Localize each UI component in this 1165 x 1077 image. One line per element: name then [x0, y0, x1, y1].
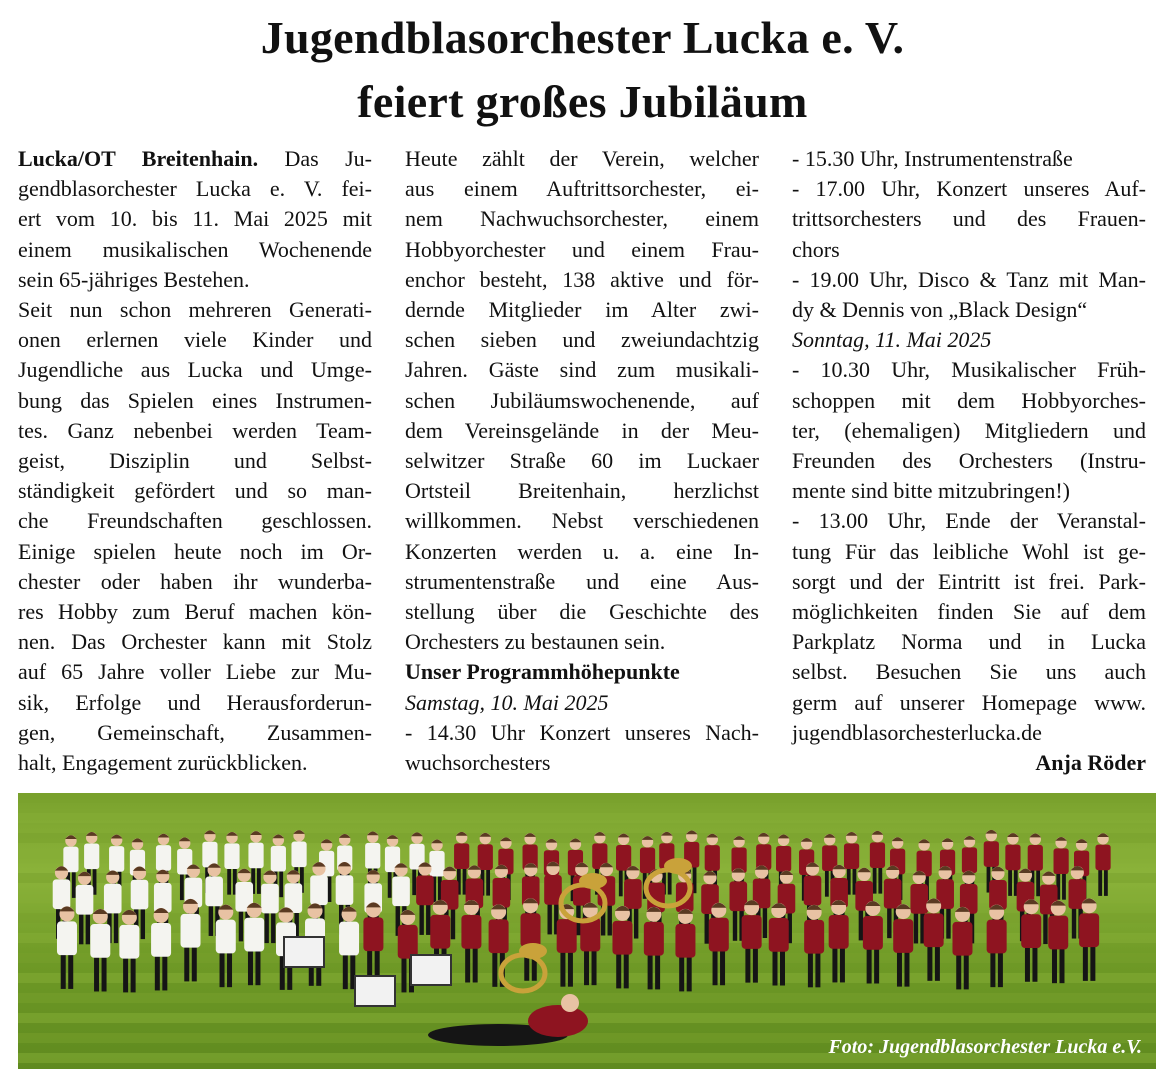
orchestra-group-illustration [18, 793, 1156, 1069]
person-hair [456, 832, 467, 836]
person-leg [859, 907, 863, 940]
person-leg [102, 954, 107, 992]
person-body [216, 920, 236, 954]
person-body [291, 842, 306, 868]
person-leg [227, 866, 231, 895]
person-leg [114, 910, 118, 943]
program-item: - 17.00 Uhr, Konzert unseres Auf- [792, 176, 1146, 202]
person-leg [825, 868, 829, 897]
text-line: strumentenstraße und eine Aus- [405, 568, 759, 594]
person-leg [634, 906, 638, 939]
text-line: onen erlernen viele Kinder und [18, 327, 372, 353]
text-line: res Hobby zum Beruf machen kön- [18, 599, 372, 625]
person-body [557, 919, 577, 953]
person-leg [451, 906, 455, 939]
article-column-1 [18, 144, 372, 778]
text-line: selwitzer Straße 60 im Luckaer [405, 448, 759, 474]
grass-stripe [18, 793, 1156, 803]
text-line: schen sieben und zweiundachtzig [405, 327, 759, 353]
person-body [156, 845, 171, 871]
person-body [984, 841, 999, 867]
text-line: nen. Das Orchester kann mit Stolz [18, 629, 372, 655]
article-column-3 [792, 144, 1146, 778]
person-leg [388, 869, 392, 898]
text-line: sein 65-jähriges Bestehen. [18, 266, 250, 292]
text-line: dem Vereinsgelände in der Meu- [405, 417, 759, 443]
person-leg [486, 867, 490, 896]
program-item: - 15.30 Uhr, Instrumentenstraße [792, 146, 1073, 171]
person-hair [846, 832, 857, 836]
person-leg [155, 953, 160, 991]
person-body [392, 876, 410, 906]
person-leg [873, 865, 877, 894]
person-leg [1098, 867, 1102, 896]
person-body [151, 923, 171, 957]
person-leg [412, 867, 416, 896]
person-hair [686, 831, 697, 835]
person-leg [271, 910, 275, 943]
drum [284, 937, 324, 967]
person-body [244, 918, 264, 952]
person-leg [745, 945, 750, 983]
person-body [84, 843, 99, 869]
text-line: tes. Ganz nebenbei werden Team- [18, 417, 372, 443]
person-leg [264, 910, 268, 943]
program-item: mente sind bitte mitzubringen!) [792, 478, 1070, 504]
person-leg [426, 902, 430, 935]
person-body [742, 915, 762, 949]
person-body [310, 875, 328, 905]
person-leg [1032, 944, 1037, 982]
program-item: - 19.00 Uhr, Disco & Tanz mit Man- [792, 266, 1146, 292]
text-line: sik, Erfolge und Herausforderun- [18, 689, 372, 715]
program-item: - 10.30 Uhr, Musikalischer Früh- [792, 357, 1146, 383]
program-item: trittsorchesters und des Frauen- [792, 206, 1146, 232]
person-body [870, 842, 885, 868]
person-leg [1104, 867, 1108, 896]
person-hair [1042, 871, 1055, 875]
program-item: Freunden des Orchesters (Instru- [792, 448, 1146, 474]
text-line: Konzerten werden u. a. eine In- [405, 538, 759, 564]
headline [0, 6, 1165, 134]
person-body [363, 917, 383, 951]
person-hair [594, 832, 605, 836]
tuba-bell [579, 873, 607, 889]
person-leg [68, 951, 73, 989]
person-leg [584, 948, 589, 986]
person-body [893, 919, 913, 953]
text-line: Heute zählt der Verein, welcher [405, 146, 759, 171]
lying-person-head [561, 994, 579, 1012]
text-line: willkommen. Nebst verschiedenen [405, 508, 759, 534]
person-leg [257, 865, 261, 894]
person-hair [226, 832, 237, 836]
person-body [769, 918, 789, 952]
person-body [429, 851, 444, 877]
person-leg [763, 905, 767, 938]
text-line: bung das Spielen eines Instrumen- [18, 387, 372, 413]
program-item: tung Für das leibliche Wohl ist ge- [792, 538, 1146, 564]
person-leg [1036, 868, 1040, 897]
person-body [53, 879, 71, 909]
person-body [863, 916, 883, 950]
drum [411, 955, 451, 985]
person-leg [162, 953, 167, 991]
person-leg [1025, 944, 1030, 982]
person-leg [473, 945, 478, 983]
person-body [109, 846, 124, 872]
text-line: einem musikalischen Wochenende [18, 236, 372, 262]
person-leg [878, 865, 882, 894]
person-leg [990, 950, 995, 988]
person-leg [1059, 946, 1064, 984]
text-line: nem Nachwuchsorchester, einem [405, 206, 759, 232]
person-body [271, 846, 286, 872]
person-body [884, 879, 902, 909]
headline-line-2: feiert großes Jubiläum [357, 76, 808, 127]
person-leg [568, 949, 573, 987]
person-body [57, 921, 77, 955]
person-leg [227, 950, 232, 988]
text-line: geist, Disziplin und Selbst- [18, 448, 372, 474]
person-leg [1008, 867, 1012, 896]
person-leg [832, 945, 837, 983]
person-leg [465, 945, 470, 983]
person-body [1028, 845, 1043, 871]
person-leg [935, 943, 940, 981]
person-leg [492, 949, 497, 987]
person-body [430, 915, 450, 949]
program-item: jugendblasorchesterlucka.de [792, 719, 1042, 745]
saturday-date: Samstag, 10. Mai 2025 [405, 689, 609, 715]
grass-stripe [18, 993, 1156, 1003]
person-body [1054, 848, 1069, 874]
text-line: schen Jubiläumswochenende, auf [405, 387, 759, 413]
person-hair [872, 831, 883, 835]
person-body [493, 878, 511, 908]
dateline: Lucka/OT Breitenhain. [18, 146, 259, 171]
person-leg [897, 949, 902, 987]
person-hair [986, 830, 997, 834]
photo-credit: Foto: Jugendblasorchester Lucka e.V. [828, 1036, 1142, 1058]
program-item: Parkplatz Norma und in Lucka [792, 629, 1146, 655]
person-hair [293, 830, 304, 834]
person-body [416, 876, 434, 906]
person-leg [887, 905, 891, 938]
text-line: Seit nun schon mehreren Generati- [18, 297, 372, 323]
person-leg [687, 954, 692, 992]
person-leg [192, 944, 197, 982]
person-leg [773, 948, 778, 986]
person-body [365, 843, 380, 869]
person-hair [204, 830, 215, 834]
text-line: Lucka/OT Breitenhain. Das Ju- [18, 146, 372, 171]
person-leg [720, 948, 725, 986]
text-line: Hobbyorchester und einem Frau- [405, 236, 759, 262]
program-item: wuchsorchesters [405, 750, 551, 776]
person-body [829, 915, 849, 949]
person-body [90, 924, 110, 958]
person-leg [560, 949, 565, 987]
program-item: germ auf unserer Homepage www. [792, 689, 1146, 715]
person-body [398, 925, 418, 959]
person-body [1079, 913, 1099, 947]
person-leg [220, 950, 225, 988]
person-leg [867, 946, 872, 984]
person-leg [1062, 871, 1066, 900]
person-body [616, 845, 631, 871]
orchestra-photo [18, 793, 1156, 1069]
person-leg [840, 945, 845, 983]
person-hair [367, 831, 378, 835]
text-line: auf 65 Jahre voller Liebe zur Mu- [18, 659, 372, 685]
person-leg [616, 951, 621, 989]
person-leg [1090, 943, 1095, 981]
program-item: sorgt und der Eintritt ist frei. Park- [792, 568, 1146, 594]
person-leg [874, 946, 879, 984]
text-line: Einige spielen heute noch im Or- [18, 538, 372, 564]
person-body [612, 921, 632, 955]
program-item: ter, (ehemaligen) Mitgliedern und [792, 417, 1146, 443]
person-hair [250, 831, 261, 835]
person-body [675, 924, 695, 958]
text-line: ständigkeit gefördert und so man- [18, 478, 372, 504]
tuba-bell [664, 858, 692, 874]
article-column-2 [405, 144, 759, 778]
text-line: gen, Gemeinschaft, Zusammen- [18, 719, 372, 745]
person-leg [713, 948, 718, 986]
person-leg [927, 943, 932, 981]
program-item: - 13.00 Uhr, Ende der Veranstal- [792, 508, 1146, 534]
person-body [339, 922, 359, 956]
person-leg [780, 948, 785, 986]
person-leg [1052, 946, 1057, 984]
text-line: halt, Engagement zurückblicken. [18, 750, 308, 776]
person-leg [343, 952, 348, 990]
person-hair [411, 832, 422, 836]
person-leg [61, 951, 66, 989]
person-leg [946, 906, 950, 939]
person-body [248, 843, 263, 869]
sunday-date: Sonntag, 11. Mai 2025 [792, 327, 992, 353]
person-body [336, 875, 354, 905]
person-body [709, 918, 729, 952]
person-leg [239, 908, 243, 941]
person-body [76, 885, 94, 915]
person-body [776, 846, 791, 872]
person-hair [443, 867, 456, 871]
person-leg [184, 944, 189, 982]
program-item: dy & Dennis von „Black Design“ [792, 297, 1088, 323]
person-leg [624, 951, 629, 989]
person-hair [858, 868, 871, 872]
person-leg [608, 902, 612, 935]
person-leg [904, 949, 909, 987]
person-leg [401, 955, 406, 993]
person-body [1048, 916, 1068, 950]
person-body [1005, 845, 1020, 871]
person-body [624, 879, 642, 909]
person-leg [619, 868, 623, 897]
person-leg [964, 952, 969, 990]
text-line: Jahren. Gäste sind zum musikali- [405, 357, 759, 383]
program-item: chors [792, 236, 840, 262]
person-body [804, 920, 824, 954]
person-hair [86, 832, 97, 836]
text-line: che Freundschaften geschlossen. [18, 508, 372, 534]
person-leg [956, 952, 961, 990]
person-leg [1072, 906, 1076, 939]
person-leg [86, 911, 90, 944]
person-leg [733, 908, 737, 941]
program-item: möglichkeiten finden Sie auf dem [792, 599, 1146, 625]
person-hair [661, 832, 672, 836]
program-item: - 14.30 Uhr Konzert unseres Nach- [405, 719, 759, 745]
person-body [104, 884, 122, 914]
person-body [224, 843, 239, 869]
person-leg [914, 910, 918, 943]
person-body [952, 922, 972, 956]
person-leg [592, 948, 597, 986]
text-line: aus einem Auftrittsorchester, ei- [405, 176, 759, 202]
person-leg [141, 906, 145, 939]
person-leg [255, 948, 260, 986]
person-leg [815, 950, 820, 988]
person-leg [1043, 911, 1047, 944]
person-body [924, 913, 944, 947]
person-body [962, 847, 977, 873]
person-body [131, 880, 149, 910]
person-leg [419, 902, 423, 935]
person-body [804, 876, 822, 906]
person-body [181, 914, 201, 948]
person-body [1095, 845, 1110, 871]
person-body [521, 913, 541, 947]
drum [355, 976, 395, 1006]
person-body [478, 844, 493, 870]
person-leg [209, 903, 213, 936]
person-body [119, 925, 139, 959]
person-body [261, 884, 279, 914]
person-body [705, 845, 720, 871]
text-line: Ortsteil Breitenhain, herzlichst [405, 478, 759, 504]
person-leg [180, 872, 184, 901]
person-leg [328, 873, 332, 902]
person-body [205, 877, 223, 907]
program-item: selbst. Besuchen Sie uns auch [792, 659, 1146, 685]
person-body [910, 884, 928, 914]
person-leg [94, 954, 99, 992]
person-leg [279, 869, 283, 898]
text-line: Orchesters zu bestaunen sein. [405, 629, 666, 655]
person-body [489, 919, 509, 953]
headline-line-1: Jugendblasorchester Lucka e. V. [260, 12, 905, 63]
person-leg [998, 950, 1003, 988]
person-leg [123, 955, 128, 993]
person-leg [79, 911, 83, 944]
text-line: ert vom 10. bis 11. Mai 2025 mit [18, 206, 372, 232]
text-line: gendblasorchester Lucka e. V. fei- [18, 176, 372, 202]
person-leg [648, 952, 653, 990]
person-body [844, 843, 859, 869]
person-leg [1083, 943, 1088, 981]
person-leg [655, 952, 660, 990]
grass-stripe [18, 813, 1156, 823]
text-line: dernde Mitglieder im Alter zwi- [405, 297, 759, 323]
tuba-bell [519, 943, 547, 959]
lying-person-body [528, 1005, 588, 1037]
person-body [454, 843, 469, 869]
text-line: chester oder haben ihr wunderba- [18, 568, 372, 594]
person-leg [753, 945, 758, 983]
person-leg [72, 869, 76, 898]
person-leg [808, 950, 813, 988]
person-body [987, 920, 1007, 954]
text-line: enchor besteht, 138 aktive und för- [405, 266, 759, 292]
text-line: stellung über die Geschichte des [405, 599, 759, 625]
person-hair [342, 907, 357, 912]
person-body [640, 848, 655, 874]
author: Anja Röder [1035, 750, 1146, 776]
person-body [1021, 914, 1041, 948]
person-leg [547, 901, 551, 934]
text-line: Jugendliche aus Lucka und Umge- [18, 357, 372, 383]
person-leg [131, 955, 136, 993]
person-leg [248, 948, 253, 986]
person-leg [679, 954, 684, 992]
person-body [461, 915, 481, 949]
person-leg [705, 911, 709, 944]
program-item: schoppen mit dem Hobbyorches- [792, 387, 1146, 413]
person-hair [238, 869, 251, 873]
program-heading: Unser Programmhöhepunkte [405, 659, 680, 685]
person-body [644, 922, 664, 956]
